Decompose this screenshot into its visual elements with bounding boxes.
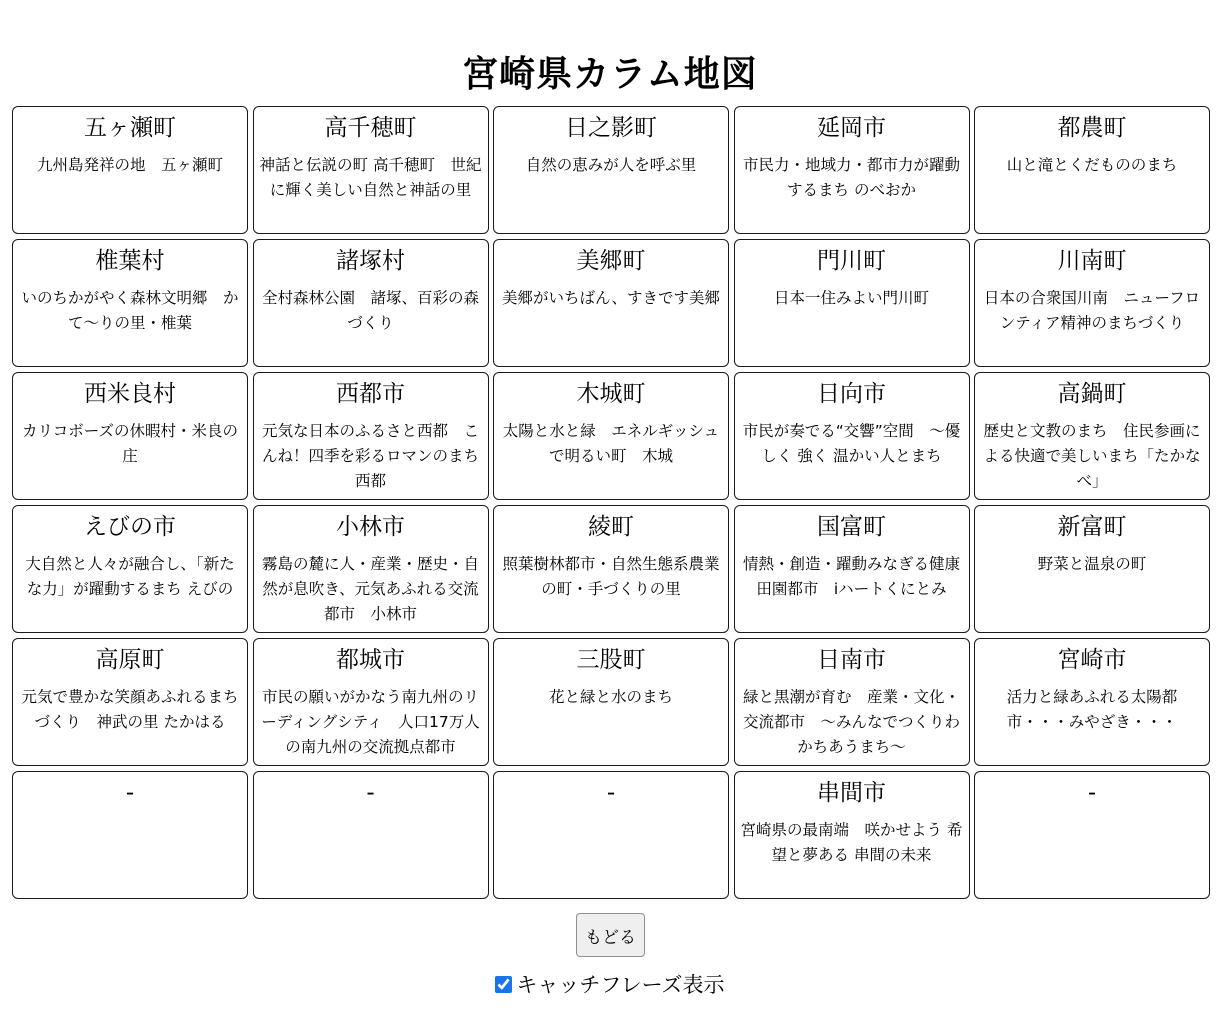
- catchphrase: 野菜と温泉の町: [1037, 555, 1147, 573]
- catchphrase: 照葉樹林都市・自然生態系農業の町・手づくりの里: [502, 555, 720, 598]
- municipality-name: 日之影町: [565, 115, 657, 141]
- catchphrase: 宮崎県の最南端 咲かせよう 希望と夢ある 串間の未来: [740, 821, 963, 864]
- municipality-name: 木城町: [576, 381, 646, 407]
- municipality-cell[interactable]: [493, 372, 729, 500]
- empty-cell: [974, 771, 1210, 899]
- municipality-cell[interactable]: [12, 638, 248, 766]
- municipality-grid: [12, 106, 1210, 899]
- municipality-cell[interactable]: [493, 505, 729, 633]
- catchphrase: 緑と黒潮が育む 産業・文化・交流都市 〜みんなでつくりわかちあうまち〜: [742, 688, 960, 756]
- municipality-name: 都農町: [1057, 115, 1127, 141]
- municipality-cell[interactable]: [12, 372, 248, 500]
- municipality-cell[interactable]: [974, 239, 1210, 367]
- municipality-cell[interactable]: [734, 106, 970, 234]
- catchphrase: 神話と伝説の町 高千穂町 世紀に輝く美しい自然と神話の里: [259, 156, 482, 199]
- catchphrase: 全村森林公園 諸塚、百彩の森づくり: [261, 289, 479, 332]
- catchphrase: 日本の合衆国川南 ニューフロンティア精神のまちづくり: [983, 289, 1201, 332]
- catchphrase: 花と緑と水のまち: [548, 688, 673, 706]
- municipality-cell[interactable]: [253, 505, 489, 633]
- catchphrase: 情熱・創造・躍動みなぎる健康田園都市 iハートくにとみ: [742, 555, 960, 598]
- municipality-cell[interactable]: [12, 239, 248, 367]
- municipality-cell[interactable]: [974, 505, 1210, 633]
- municipality-cell[interactable]: [493, 106, 729, 234]
- municipality-name: 椎葉村: [95, 248, 165, 274]
- catchphrase: 山と滝とくだもののまち: [1006, 156, 1178, 174]
- catchphrase: 元気な日本のふるさと西都 こんね！四季を彩るロマンのまち 西都: [261, 422, 479, 490]
- municipality-cell[interactable]: [734, 638, 970, 766]
- municipality-cell[interactable]: [974, 638, 1210, 766]
- empty-cell-marker: -: [125, 780, 135, 806]
- municipality-cell[interactable]: [974, 372, 1210, 500]
- catchphrase: 美郷がいちばん、すきです美郷: [502, 289, 720, 307]
- catchphrase: 霧島の麓に人・産業・歴史・自然が息吹き、元気あふれる交流都市 小林市: [261, 555, 479, 623]
- municipality-name: 宮崎市: [1057, 647, 1127, 673]
- catchphrase: 市民力・地域力・都市力が躍動するまち のべおか: [742, 156, 960, 199]
- municipality-name: 五ヶ瀬町: [84, 115, 176, 141]
- catchphrase: 九州島発祥の地 五ヶ瀬町: [36, 156, 223, 174]
- empty-cell: [253, 771, 489, 899]
- catchphrase: 自然の恵みが人を呼ぶ里: [525, 156, 697, 174]
- catchphrase: 歴史と文教のまち 住民参画による快適で美しいまち「たかなべ」: [983, 422, 1201, 490]
- empty-cell-marker: -: [606, 780, 616, 806]
- back-button[interactable]: もどる: [576, 913, 645, 957]
- empty-cell: [493, 771, 729, 899]
- municipality-cell[interactable]: [253, 372, 489, 500]
- municipality-name: えびの市: [84, 514, 176, 540]
- municipality-cell[interactable]: [493, 239, 729, 367]
- municipality-cell[interactable]: [12, 106, 248, 234]
- municipality-name: 川南町: [1057, 248, 1127, 274]
- empty-cell: [12, 771, 248, 899]
- catchphrase: 市民の願いがかなう南九州のリーディングシティ 人口17万人の南九州の交流拠点都市: [261, 688, 480, 756]
- municipality-name: 西都市: [336, 381, 405, 407]
- catchphrase: 市民が奏でる“交響”空間 〜優しく 強く 温かい人とまち: [742, 422, 961, 465]
- municipality-cell[interactable]: [253, 638, 489, 766]
- municipality-cell[interactable]: [493, 638, 729, 766]
- catchphrase-toggle-label: キャッチフレーズ表示: [516, 973, 725, 997]
- municipality-name: 高千穂町: [324, 115, 417, 141]
- catchphrase: カリコボーズの休暇村・米良の庄: [22, 422, 238, 465]
- municipality-name: 綾町: [588, 514, 634, 540]
- catchphrase-toggle[interactable]: [0, 970, 1220, 1000]
- municipality-name: 高原町: [95, 647, 165, 673]
- catchphrase: 活力と緑あふれる太陽都市・・・みやざき・・・: [1006, 688, 1178, 731]
- municipality-cell[interactable]: [974, 106, 1210, 234]
- municipality-name: 延岡市: [817, 115, 886, 141]
- municipality-cell[interactable]: [253, 239, 489, 367]
- municipality-name: 三股町: [576, 647, 646, 673]
- empty-cell-marker: -: [1087, 780, 1097, 806]
- municipality-name: 新富町: [1057, 514, 1127, 540]
- municipality-name: 日向市: [817, 381, 886, 407]
- empty-cell-marker: -: [366, 780, 375, 806]
- catchphrase-checkbox[interactable]: [495, 976, 512, 993]
- municipality-name: 小林市: [336, 514, 405, 540]
- catchphrase: いのちかがやく森林文明郷 かて〜りの里・椎葉: [21, 289, 239, 332]
- municipality-cell[interactable]: [12, 505, 248, 633]
- catchphrase: 日本一住みよい門川町: [773, 289, 929, 307]
- catchphrase: 元気で豊かな笑顔あふれるまちづくり 神武の里 たかはる: [21, 688, 239, 731]
- catchphrase: 太陽と水と緑 エネルギッシュで明るい町 木城: [502, 422, 720, 465]
- municipality-name: 高鍋町: [1057, 381, 1127, 407]
- municipality-name: 門川町: [817, 248, 886, 274]
- municipality-name: 串間市: [817, 780, 886, 806]
- municipality-cell[interactable]: [734, 771, 970, 899]
- municipality-cell[interactable]: [734, 505, 970, 633]
- municipality-name: 都城市: [336, 647, 405, 673]
- municipality-name: 美郷町: [576, 248, 646, 274]
- page-title: 宮崎県カラム地図: [462, 54, 758, 96]
- municipality-cell[interactable]: [253, 106, 489, 234]
- municipality-name: 国富町: [817, 514, 886, 540]
- municipality-name: 日南市: [817, 647, 886, 673]
- catchphrase: 大自然と人々が融合し、「新たな力」が躍動するまち えびの: [25, 555, 235, 598]
- municipality-name: 西米良村: [84, 381, 176, 407]
- municipality-cell[interactable]: [734, 239, 970, 367]
- municipality-cell[interactable]: [734, 372, 970, 500]
- municipality-name: 諸塚村: [336, 248, 405, 274]
